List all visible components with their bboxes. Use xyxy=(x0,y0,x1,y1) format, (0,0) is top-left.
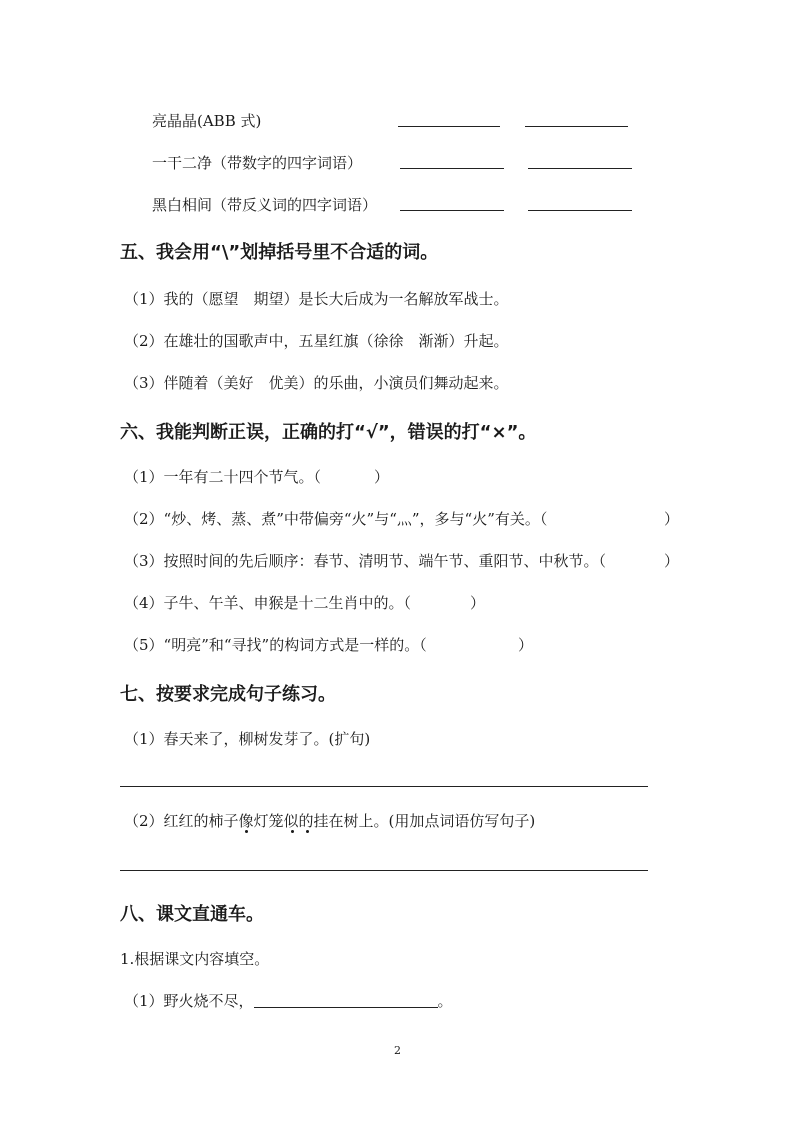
q6-item-2 xyxy=(124,508,547,529)
q6-item-4-answer[interactable] xyxy=(470,592,485,613)
q4-item-2 xyxy=(152,152,362,173)
q4-item-1-label: 亮晶晶(ABB 式) xyxy=(152,112,262,130)
q4-item-2-blank-1[interactable] xyxy=(400,166,504,169)
q6-item-1 xyxy=(124,466,321,487)
q6-item-2-answer[interactable] xyxy=(664,508,679,529)
q4-item-2-label: 一干二净（带数字的四字词语） xyxy=(152,154,363,172)
q6-item-4-close: ） xyxy=(470,594,486,612)
q6-title: 六、我能判断正误，正确的打“√”，错误的打“×”。 xyxy=(120,422,537,443)
q5-item-2: （2）在雄壮的国歌声中，五星红旗（徐徐 渐渐）升起。 xyxy=(124,332,509,350)
q6-item-3-close: ） xyxy=(664,552,680,570)
q4-item-1-blank-1[interactable] xyxy=(398,124,500,127)
q6-item-5-text: （5）“明亮”和“寻找”的构词方式是一样的。（ xyxy=(124,636,427,654)
emphasis-dot xyxy=(245,830,248,833)
q4-item-2-blank-2[interactable] xyxy=(528,166,632,169)
q7-item-2: （2）红红的柿子像灯笼似的挂在树上。(用加点词语仿写句子) xyxy=(124,812,536,830)
q4-item-1 xyxy=(152,110,261,131)
q5-item-1: （1）我的（愿望 期望）是长大后成为一名解放军战士。 xyxy=(124,290,509,308)
q6-item-5-answer[interactable] xyxy=(518,634,533,655)
q4-item-3-blank-2[interactable] xyxy=(528,208,632,211)
q6-item-3-answer[interactable] xyxy=(664,550,679,571)
q6-item-4-text: （4）子牛、午羊、申猴是十二生肖中的。（ xyxy=(124,594,412,612)
q6-item-1-close: ） xyxy=(374,468,390,486)
q4-item-1-blank-2[interactable] xyxy=(525,124,628,127)
q7-item-1-answer-line[interactable] xyxy=(120,784,648,787)
q5-title: 五、我会用“\”划掉括号里不合适的词。 xyxy=(120,242,439,263)
q6-item-1-text: （1）一年有二十四个节气。（ xyxy=(124,468,322,486)
q6-item-3-text: （3）按照时间的先后顺序：春节、清明节、端午节、重阳节、中秋节。（ xyxy=(124,552,607,570)
q5-item-3: （3）伴随着（美好 优美）的乐曲，小演员们舞动起来。 xyxy=(124,374,509,392)
q7-title: 七、按要求完成句子练习。 xyxy=(120,684,336,705)
q7-item-1: （1）春天来了，柳树发芽了。(扩句) xyxy=(124,730,371,748)
emphasis-dot xyxy=(291,830,294,833)
q6-item-5-close: ） xyxy=(518,636,534,654)
q8-line-1-suffix: 。 xyxy=(437,992,453,1010)
q6-item-2-close: ） xyxy=(664,510,680,528)
q8-line-1 xyxy=(124,990,453,1011)
q6-item-2-text: （2）“炒、烤、蒸、煮”中带偏旁“火”与“灬”，多与“火”有关。（ xyxy=(124,510,548,528)
q8-line-1-blank[interactable] xyxy=(254,1005,438,1008)
page-number: 2 xyxy=(394,1044,401,1057)
q4-item-3 xyxy=(152,194,377,215)
q4-item-3-label: 黑白相间（带反义词的四字词语） xyxy=(152,196,378,214)
q8-line-1-prefix: （1）野火烧不尽， xyxy=(124,992,254,1010)
q8-title: 八、课文直通车。 xyxy=(120,904,264,925)
emphasis-dot xyxy=(306,830,309,833)
q7-item-2-answer-line[interactable] xyxy=(120,868,648,871)
q8-subquestion-1: 1.根据课文内容填空。 xyxy=(120,950,270,968)
q6-item-1-answer[interactable] xyxy=(374,466,389,487)
q6-item-5 xyxy=(124,634,427,655)
q4-item-3-blank-1[interactable] xyxy=(400,208,504,211)
q6-item-3 xyxy=(124,550,606,571)
q6-item-4 xyxy=(124,592,411,613)
